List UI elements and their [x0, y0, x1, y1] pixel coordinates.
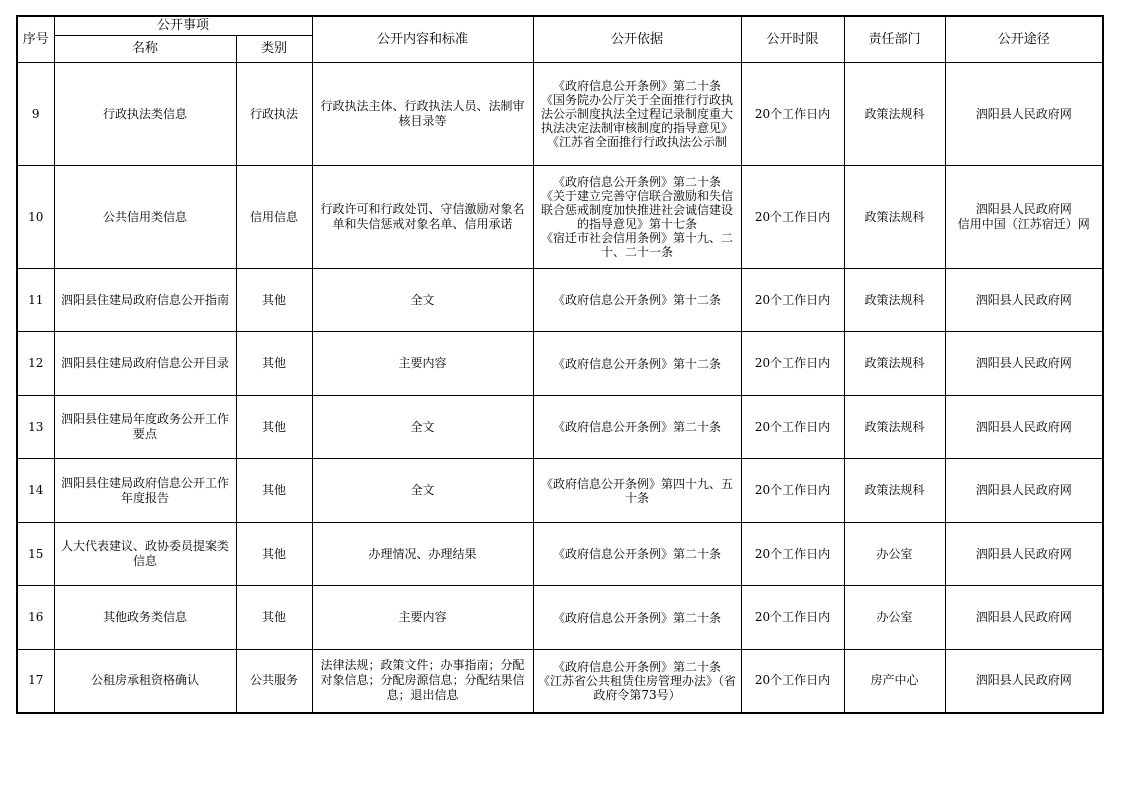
cell-name: 泗阳县住建局政府信息公开指南	[54, 269, 236, 332]
cell-category: 其他	[236, 396, 312, 459]
cell-basis	[533, 269, 741, 332]
cell-basis	[533, 650, 741, 713]
basis-line: 《政府信息公开条例》第二十条	[553, 79, 722, 93]
table-row	[17, 166, 1103, 269]
basis-line: 《政府信息公开条例》第二十条	[553, 547, 722, 561]
header-item-group: 公开事项	[54, 16, 312, 36]
cell-time-limit: 20个工作日内	[741, 332, 844, 396]
cell-basis	[533, 396, 741, 459]
cell-basis	[533, 166, 741, 269]
cell-seq: 13	[17, 396, 54, 459]
basis-line: 《国务院办公厅关于全面推行行政执法公示制度执法全过程记录制度重大执法决定法制审核制度的指导意见》	[541, 93, 734, 135]
cell-channel	[945, 269, 1103, 332]
channel-line: 泗阳县人民政府网	[975, 356, 1072, 370]
cell-seq: 17	[17, 650, 54, 713]
basis-line: 《江苏省公共租赁住房管理办法》（省政府令第73号）	[538, 673, 737, 702]
basis-list	[537, 611, 738, 625]
cell-seq: 15	[17, 523, 54, 586]
cell-channel	[945, 166, 1103, 269]
cell-category: 其他	[236, 586, 312, 650]
basis-list	[537, 79, 738, 149]
cell-category: 其他	[236, 523, 312, 586]
cell-seq: 11	[17, 269, 54, 332]
header-name: 名称	[54, 36, 236, 63]
basis-list	[537, 660, 738, 702]
cell-seq: 12	[17, 332, 54, 396]
cell-time-limit: 20个工作日内	[741, 269, 844, 332]
cell-department: 办公室	[844, 586, 945, 650]
header-basis: 公开依据	[533, 16, 741, 63]
cell-department: 房产中心	[844, 650, 945, 713]
header-time-limit: 公开时限	[741, 16, 844, 63]
cell-channel	[945, 396, 1103, 459]
cell-basis	[533, 586, 741, 650]
basis-line: 《政府信息公开条例》第二十条	[553, 175, 722, 189]
cell-basis	[533, 63, 741, 166]
table-row	[17, 269, 1103, 332]
channel-line: 泗阳县人民政府网	[975, 483, 1072, 497]
cell-name: 其他政务类信息	[54, 586, 236, 650]
table-row	[17, 63, 1103, 166]
basis-list	[537, 547, 738, 561]
cell-category: 行政执法	[236, 63, 312, 166]
channel-line: 泗阳县人民政府网	[975, 546, 1072, 561]
cell-name: 泗阳县住建局政府信息公开工作年度报告	[54, 459, 236, 523]
cell-time-limit: 20个工作日内	[741, 396, 844, 459]
cell-content: 办理情况、办理结果	[312, 523, 533, 586]
cell-time-limit: 20个工作日内	[741, 63, 844, 166]
header-seq: 序号	[17, 16, 54, 63]
cell-department: 政策法规科	[844, 166, 945, 269]
basis-line: 《关于建立完善守信联合激励和失信联合惩戒制度加快推进社会诚信建设的指导意见》第十七条	[541, 189, 734, 231]
basis-line: 《江苏省全面推行行政执法公示制	[547, 135, 728, 149]
table-row	[17, 650, 1103, 713]
basis-list	[537, 175, 738, 259]
cell-seq: 14	[17, 459, 54, 523]
cell-channel	[945, 650, 1103, 713]
cell-content: 全文	[312, 269, 533, 332]
cell-channel	[945, 459, 1103, 523]
cell-basis	[533, 523, 741, 586]
channel-line: 泗阳县人民政府网	[975, 610, 1072, 624]
cell-department: 政策法规科	[844, 459, 945, 523]
cell-department: 政策法规科	[844, 332, 945, 396]
header-channel: 公开途径	[945, 16, 1103, 63]
disclosure-table	[16, 15, 1104, 714]
channel-line: 泗阳县人民政府网	[975, 292, 1072, 307]
cell-department: 办公室	[844, 523, 945, 586]
basis-list	[537, 477, 738, 505]
table-row	[17, 586, 1103, 650]
table-header	[17, 16, 1103, 63]
cell-content: 全文	[312, 396, 533, 459]
cell-content: 法律法规；政策文件；办事指南；分配对象信息；分配房源信息；分配结果信息；退出信息	[312, 650, 533, 713]
table-body	[17, 63, 1103, 713]
cell-seq: 10	[17, 166, 54, 269]
cell-seq: 9	[17, 63, 54, 166]
table-row	[17, 459, 1103, 523]
cell-name: 行政执法类信息	[54, 63, 236, 166]
header-department: 责任部门	[844, 16, 945, 63]
cell-category: 信用信息	[236, 166, 312, 269]
cell-content: 主要内容	[312, 332, 533, 396]
cell-department: 政策法规科	[844, 269, 945, 332]
table-row	[17, 523, 1103, 586]
cell-name: 公租房承租资格确认	[54, 650, 236, 713]
cell-name: 公共信用类信息	[54, 166, 236, 269]
cell-time-limit: 20个工作日内	[741, 459, 844, 523]
cell-category: 其他	[236, 269, 312, 332]
channel-line: 信用中国（江苏宿迁）网	[957, 217, 1090, 231]
cell-content: 行政许可和行政处罚、守信激励对象名单和失信惩戒对象名单、信用承诺	[312, 166, 533, 269]
basis-line: 《政府信息公开条例》第二十条	[553, 659, 722, 674]
basis-line: 《政府信息公开条例》第四十九、五十条	[541, 476, 734, 505]
basis-line: 《政府信息公开条例》第十二条	[553, 293, 722, 307]
cell-basis	[533, 459, 741, 523]
header-category: 类别	[236, 36, 312, 63]
cell-basis	[533, 332, 741, 396]
basis-line: 《政府信息公开条例》第二十条	[553, 610, 722, 625]
cell-content: 主要内容	[312, 586, 533, 650]
table-row	[17, 332, 1103, 396]
channel-line: 泗阳县人民政府网	[975, 202, 1072, 216]
cell-time-limit: 20个工作日内	[741, 650, 844, 713]
cell-channel	[945, 332, 1103, 396]
cell-category: 其他	[236, 459, 312, 523]
channel-line: 泗阳县人民政府网	[975, 106, 1072, 121]
cell-time-limit: 20个工作日内	[741, 166, 844, 269]
cell-time-limit: 20个工作日内	[741, 586, 844, 650]
cell-channel	[945, 63, 1103, 166]
cell-content: 全文	[312, 459, 533, 523]
cell-channel	[945, 523, 1103, 586]
cell-department: 政策法规科	[844, 63, 945, 166]
channel-line: 泗阳县人民政府网	[975, 673, 1072, 688]
basis-line: 《政府信息公开条例》第二十条	[553, 420, 722, 434]
basis-list	[537, 420, 738, 434]
cell-time-limit: 20个工作日内	[741, 523, 844, 586]
cell-channel	[945, 586, 1103, 650]
cell-name: 泗阳县住建局政府信息公开目录	[54, 332, 236, 396]
table-row	[17, 396, 1103, 459]
basis-line: 《宿迁市社会信用条例》第十九、二十、二十一条	[541, 231, 734, 259]
cell-department: 政策法规科	[844, 396, 945, 459]
cell-category: 公共服务	[236, 650, 312, 713]
basis-line: 《政府信息公开条例》第十二条	[553, 356, 722, 371]
cell-category: 其他	[236, 332, 312, 396]
cell-content: 行政执法主体、行政执法人员、法制审核目录等	[312, 63, 533, 166]
basis-list	[537, 357, 738, 371]
cell-name: 泗阳县住建局年度政务公开工作要点	[54, 396, 236, 459]
channel-line: 泗阳县人民政府网	[975, 419, 1072, 434]
header-content: 公开内容和标准	[312, 16, 533, 63]
cell-seq: 16	[17, 586, 54, 650]
basis-list	[537, 293, 738, 307]
cell-name: 人大代表建议、政协委员提案类信息	[54, 523, 236, 586]
